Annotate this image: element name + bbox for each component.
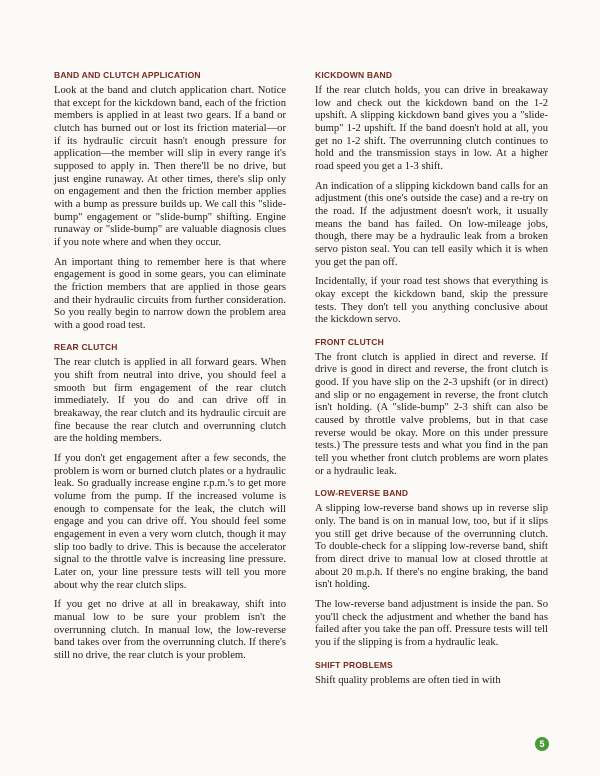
section-heading-rear-clutch: REAR CLUTCH	[54, 342, 118, 353]
paragraph: Incidentally, if your road test shows that everything is okay except the kickdown band, skip the pressure tests. They don't tell you anything conclusive about the kickdown servo.	[315, 276, 548, 326]
section-heading-shift-problems: SHIFT PROBLEMS	[315, 659, 393, 670]
paragraph: Shift quality problems are often tied in with	[315, 674, 501, 686]
paragraph: The rear clutch is applied in all forward gears. When you shift from neutral into drive, you should feel a smooth but firm engagement of the rear clutch immediately. If you do and can drive off in breakaway, the rear clutch and its hydraulic circuit are fine because the rear clutch and overrunning clutch are the holding members.	[54, 357, 286, 445]
section-heading-low-reverse-band: LOW-REVERSE BAND	[315, 488, 409, 499]
paragraph: Look at the band and clutch application chart. Notice that except for the kickdown band, each of the friction members is applied in at least two gears. If a band or clutch has burned out or lost its friction material—or if its hydraulic circuit hasn't enough pressure for application—the member will slip in every range it's supposed to apply in. Then there'll be no drive, but just engine runaway. At other times, there's slip only on engagement and then the friction member applies with a bump as pressure builds up. We call this "slide-bump" engagement or "slide-bump" shifting. Engine runaway or "slide-bump" are valuable diagnosis clues if you note where and when they occur.	[54, 85, 286, 248]
right-column	[315, 70, 548, 694]
section-heading-kickdown-band: KICKDOWN BAND	[315, 70, 393, 80]
paragraph: The front clutch is applied in direct and reverse. If drive is good in direct and reverse, the front clutch is good. If you have slip on the 2-3 upshift (or in direct) and slip or no engagement in reverse, the front clutch isn't holding. (A "slide-bump" 2-3 shift can also be caused by throttle valve problems, but in that case reverse would be okay. More on this under pressure tests.) The pressure tests and what you find in the pan tell you whether front clutch problems are worn plates or a hydraulic leak.	[315, 351, 548, 477]
section-heading-front-clutch: FRONT CLUTCH	[315, 336, 384, 347]
page-number-badge: 5	[535, 737, 549, 751]
paragraph: If you don't get engagement after a few seconds, the problem is worn or burned clutch plates or a hydraulic leak. So gradually increase engine r.p.m.'s to get more volume from the pump. If the increased volume is enough to compensate for the leak, the clutch will engage and you can drive off. You should feel some engagement in even a very worn clutch, though it may slip too badly to drive. This is because the accelerator signal to the throttle valve is increasing line pressure. Later on, your line pressure tests will tell you more about why the rear clutch slips.	[54, 453, 286, 591]
paragraph: If the rear clutch holds, you can drive in breakaway low and check out the kickdown band on the 1-2 upshift. A slipping kickdown band gives you a "slide-bump" 1-2 upshift. If the band doesn't hold at all, you get no 1-2 shift. The overrunning clutch continues to hold and the transmission stays in low. At a higher road speed you get a 1-3 shift.	[315, 85, 548, 172]
section-heading-band-clutch-application: BAND AND CLUTCH APPLICATION	[54, 70, 201, 80]
paragraph: An important thing to remember here is that where engagement is good in some gears, you can eliminate the friction members that are applied in those gears and their hydraulic circuits from further consideration. So you really begin to narrow down the problem area with a good road test.	[54, 256, 286, 331]
paragraph: If you get no drive at all in breakaway, shift into manual low to be sure your problem isn't the overrunning clutch. In manual low, the low-reverse band takes over from the overrunning clutch. If there's still no drive, the rear clutch is your problem.	[54, 599, 286, 661]
paragraph: A slipping low-reverse band shows up in reverse slip only. The band is on in manual low, too, but if it slips you still get drive because of the overrunning clutch. To double-check for a slipping low-reverse band, shift from direct drive to manual low at closed throttle at about 20 m.p.h. If there's no engine braking, the band isn't holding.	[315, 503, 548, 591]
left-column	[54, 70, 286, 670]
paragraph: The low-reverse band adjustment is inside the pan. So you'll check the adjustment and whether the band has failed after you take the pan off. Pressure tests will tell you if the slipping is from a hydraulic leak.	[315, 598, 548, 648]
paragraph: An indication of a slipping kickdown band calls for an adjustment (this one's outside the case) and a re-try on the road. If the adjustment doesn't work, it usually means the band has failed. On low-mileage jobs, though, there may be a hydraulic leak from a broken servo piston seal. You can tell easily which it is when you get the pan off.	[315, 180, 548, 268]
